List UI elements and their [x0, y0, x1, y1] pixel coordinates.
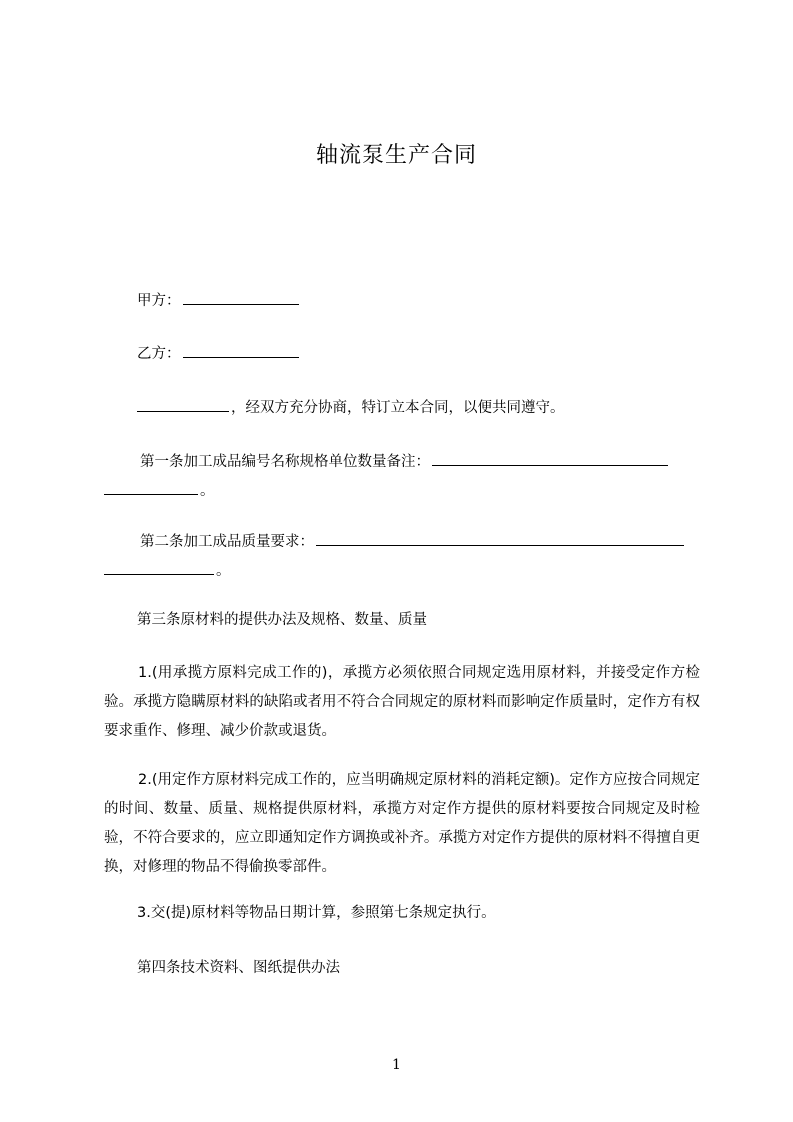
- article1-blank-2: [104, 480, 198, 495]
- intro-text: ，经双方充分协商，特订立本合同，以便共同遵守。: [231, 400, 565, 416]
- party-a-line: [137, 289, 301, 313]
- article3-item-1: 1.(用承揽方原料完成工作的)，承揽方必须依照合同规定选用原材料，并接受定作方检验。承揽方隐瞒原材料的缺陷或者用不符合合同规定的原材料而影响定作质量时，定作方有权要求重作、修理、减少价款或退货。: [104, 665, 700, 739]
- article1-blank-1: [432, 451, 668, 466]
- article1-end: 。: [200, 483, 215, 499]
- article3-item-3: 3.交(提)原材料等物品日期计算，参照第七条规定执行。: [137, 905, 496, 921]
- intro-blank: [137, 397, 229, 412]
- article3-item-2: 2.(用定作方原材料完成工作的，应当明确规定原材料的消耗定额)。定作方应按合同规定的时间、数量、质量、规格提供原材料，承揽方对定作方提供的原材料要按合同规定及时检验，不符合要求的，应立即通知定作方调换或补齐。承揽方对定作方提供的原材料不得擅自更换，对修理的物品不得偷换零部件。: [104, 772, 700, 875]
- article3-heading: 第三条原材料的提供办法及规格、数量、质量: [137, 612, 427, 628]
- article4-heading: 第四条技术资料、图纸提供办法: [137, 960, 340, 976]
- party-a-label: 甲方：: [137, 293, 181, 309]
- article2-line: [140, 530, 686, 554]
- article2-blank-2: [104, 560, 214, 575]
- article2-line-2: [104, 559, 231, 583]
- party-b-line: [137, 342, 301, 366]
- article1-line-2: [104, 479, 215, 503]
- intro-line: [137, 396, 565, 420]
- party-b-label: 乙方：: [137, 346, 181, 362]
- article1-label: 第一条加工成品编号名称规格单位数量备注：: [140, 454, 430, 470]
- article2-end: 。: [216, 563, 231, 579]
- party-a-blank: [183, 290, 299, 305]
- article2-blank-1: [316, 531, 684, 546]
- document-title: 轴流泵生产合同: [315, 143, 477, 168]
- article1-line: [140, 450, 670, 474]
- party-b-blank: [183, 343, 299, 358]
- page-number: 1: [392, 1057, 401, 1073]
- article2-label: 第二条加工成品质量要求：: [140, 534, 314, 550]
